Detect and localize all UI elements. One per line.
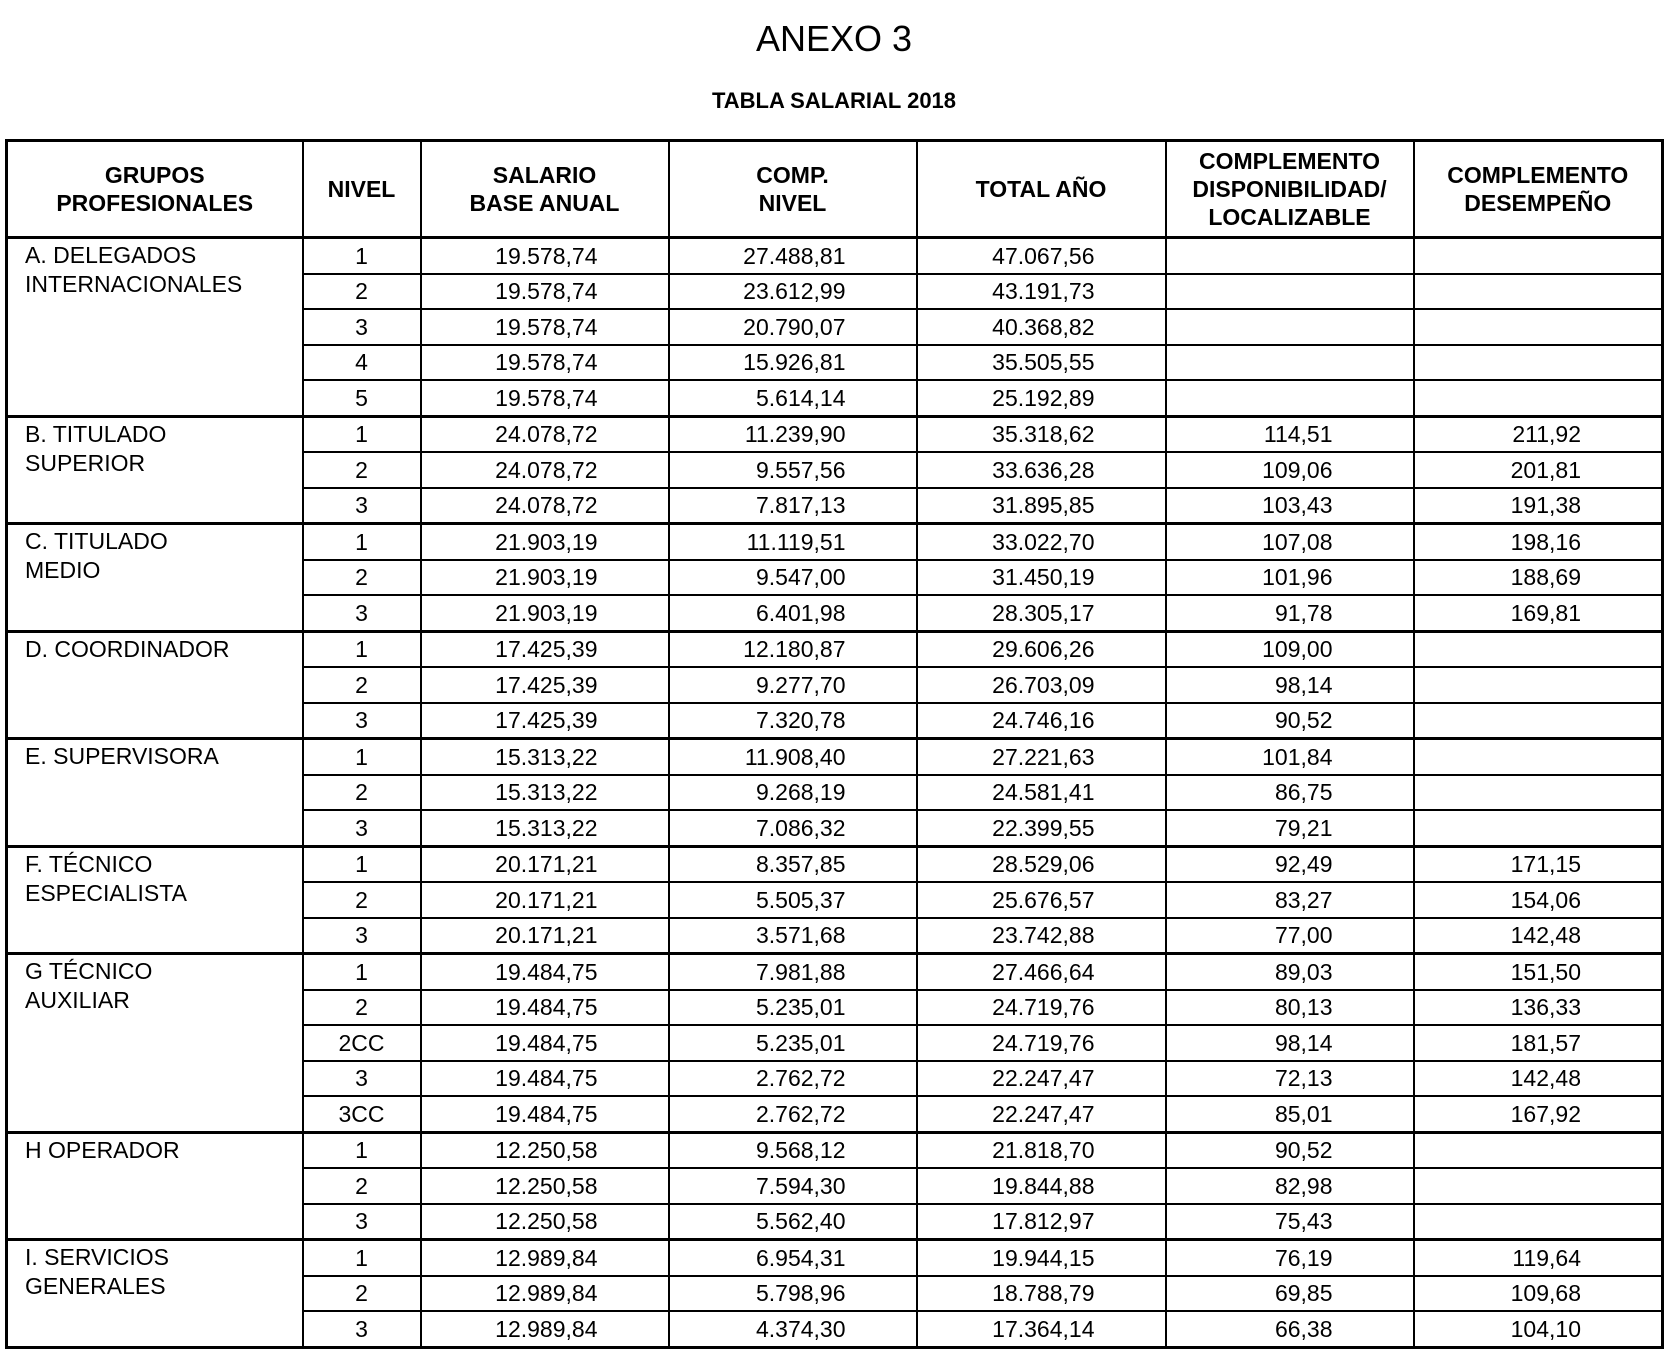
complemento-desempeno-cell: 181,57 xyxy=(1414,1025,1663,1061)
comp-nivel-cell: 7.594,30 xyxy=(669,1168,917,1204)
complemento-disponibilidad-cell: 98,14 xyxy=(1166,667,1414,703)
complemento-desempeno-cell xyxy=(1414,1168,1663,1204)
complemento-desempeno-cell: 151,50 xyxy=(1414,954,1663,990)
nivel-cell: 3CC xyxy=(303,1096,421,1132)
comp-nivel-cell: 23.612,99 xyxy=(669,274,917,310)
header-row xyxy=(7,141,1663,238)
salario-base-cell: 17.425,39 xyxy=(421,703,669,739)
total-ano-cell: 28.529,06 xyxy=(917,846,1166,882)
total-ano-cell: 22.247,47 xyxy=(917,1096,1166,1132)
nivel-cell: 1 xyxy=(303,238,421,274)
salario-base-cell: 19.484,75 xyxy=(421,1025,669,1061)
nivel-cell: 2 xyxy=(303,990,421,1026)
total-ano-cell: 24.719,76 xyxy=(917,990,1166,1026)
salario-base-cell: 19.484,75 xyxy=(421,954,669,990)
nivel-cell: 3 xyxy=(303,1204,421,1240)
nivel-cell: 3 xyxy=(303,309,421,345)
complemento-desempeno-cell: 142,48 xyxy=(1414,918,1663,954)
nivel-cell: 1 xyxy=(303,739,421,775)
salario-base-cell: 12.250,58 xyxy=(421,1132,669,1168)
total-ano-cell: 28.305,17 xyxy=(917,595,1166,631)
complemento-desempeno-cell xyxy=(1414,703,1663,739)
total-ano-cell: 33.022,70 xyxy=(917,524,1166,560)
comp-nivel-cell: 8.357,85 xyxy=(669,846,917,882)
comp-nivel-cell: 4.374,30 xyxy=(669,1311,917,1347)
complemento-disponibilidad-cell: 101,84 xyxy=(1166,739,1414,775)
complemento-disponibilidad-cell xyxy=(1166,274,1414,310)
total-ano-cell: 18.788,79 xyxy=(917,1276,1166,1312)
complemento-disponibilidad-cell: 86,75 xyxy=(1166,775,1414,811)
nivel-cell: 3 xyxy=(303,595,421,631)
salary-table xyxy=(5,139,1664,1349)
complemento-disponibilidad-cell: 85,01 xyxy=(1166,1096,1414,1132)
complemento-desempeno-cell: 154,06 xyxy=(1414,882,1663,918)
total-ano-cell: 17.364,14 xyxy=(917,1311,1166,1347)
nivel-cell: 1 xyxy=(303,524,421,560)
header-total-ano: TOTAL AÑO xyxy=(917,141,1166,238)
salario-base-cell: 17.425,39 xyxy=(421,631,669,667)
document-title: ANEXO 3 xyxy=(755,18,913,59)
nivel-cell: 3 xyxy=(303,703,421,739)
comp-nivel-cell: 27.488,81 xyxy=(669,238,917,274)
table-subtitle: TABLA SALARIAL 2018 xyxy=(711,88,957,113)
nivel-cell: 3 xyxy=(303,1061,421,1097)
nivel-cell: 3 xyxy=(303,1311,421,1347)
salario-base-cell: 24.078,72 xyxy=(421,488,669,524)
complemento-desempeno-cell xyxy=(1414,1204,1663,1240)
total-ano-cell: 31.450,19 xyxy=(917,560,1166,596)
complemento-disponibilidad-cell: 92,49 xyxy=(1166,846,1414,882)
total-ano-cell: 35.318,62 xyxy=(917,416,1166,452)
complemento-disponibilidad-cell xyxy=(1166,238,1414,274)
comp-nivel-cell: 5.505,37 xyxy=(669,882,917,918)
comp-nivel-cell: 5.798,96 xyxy=(669,1276,917,1312)
salario-base-cell: 12.250,58 xyxy=(421,1168,669,1204)
group-name: F. TÉCNICO ESPECIALISTA xyxy=(7,846,303,954)
table-row xyxy=(7,524,1663,560)
group-name: E. SUPERVISORA xyxy=(7,739,303,847)
total-ano-cell: 43.191,73 xyxy=(917,274,1166,310)
total-ano-cell: 26.703,09 xyxy=(917,667,1166,703)
total-ano-cell: 47.067,56 xyxy=(917,238,1166,274)
complemento-disponibilidad-cell: 72,13 xyxy=(1166,1061,1414,1097)
complemento-desempeno-cell: 109,68 xyxy=(1414,1276,1663,1312)
group-name: I. SERVICIOS GENERALES xyxy=(7,1240,303,1348)
nivel-cell: 2 xyxy=(303,882,421,918)
complemento-disponibilidad-cell: 90,52 xyxy=(1166,1132,1414,1168)
complemento-disponibilidad-cell: 109,00 xyxy=(1166,631,1414,667)
nivel-cell: 2 xyxy=(303,775,421,811)
nivel-cell: 4 xyxy=(303,345,421,381)
comp-nivel-cell: 6.954,31 xyxy=(669,1240,917,1276)
complemento-disponibilidad-cell: 91,78 xyxy=(1166,595,1414,631)
total-ano-cell: 40.368,82 xyxy=(917,309,1166,345)
total-ano-cell: 31.895,85 xyxy=(917,488,1166,524)
salario-base-cell: 19.578,74 xyxy=(421,345,669,381)
salario-base-cell: 20.171,21 xyxy=(421,846,669,882)
complemento-desempeno-cell: 211,92 xyxy=(1414,416,1663,452)
total-ano-cell: 23.742,88 xyxy=(917,918,1166,954)
nivel-cell: 2CC xyxy=(303,1025,421,1061)
nivel-cell: 2 xyxy=(303,274,421,310)
complemento-disponibilidad-cell xyxy=(1166,345,1414,381)
table-row xyxy=(7,954,1663,990)
comp-nivel-cell: 7.981,88 xyxy=(669,954,917,990)
salario-base-cell: 19.578,74 xyxy=(421,309,669,345)
comp-nivel-cell: 7.320,78 xyxy=(669,703,917,739)
total-ano-cell: 17.812,97 xyxy=(917,1204,1166,1240)
comp-nivel-cell: 5.562,40 xyxy=(669,1204,917,1240)
comp-nivel-cell: 15.926,81 xyxy=(669,345,917,381)
complemento-disponibilidad-cell: 75,43 xyxy=(1166,1204,1414,1240)
complemento-desempeno-cell xyxy=(1414,667,1663,703)
complemento-disponibilidad-cell: 83,27 xyxy=(1166,882,1414,918)
complemento-disponibilidad-cell: 101,96 xyxy=(1166,560,1414,596)
table-row xyxy=(7,1132,1663,1168)
comp-nivel-cell: 5.235,01 xyxy=(669,990,917,1026)
complemento-desempeno-cell: 136,33 xyxy=(1414,990,1663,1026)
table-row xyxy=(7,739,1663,775)
group-name: G TÉCNICO AUXILIAR xyxy=(7,954,303,1133)
nivel-cell: 1 xyxy=(303,846,421,882)
salario-base-cell: 19.484,75 xyxy=(421,1061,669,1097)
complemento-desempeno-cell xyxy=(1414,631,1663,667)
comp-nivel-cell: 9.568,12 xyxy=(669,1132,917,1168)
nivel-cell: 1 xyxy=(303,1240,421,1276)
total-ano-cell: 24.581,41 xyxy=(917,775,1166,811)
group-name: C. TITULADO MEDIO xyxy=(7,524,303,632)
salario-base-cell: 19.484,75 xyxy=(421,1096,669,1132)
comp-nivel-cell: 20.790,07 xyxy=(669,309,917,345)
salario-base-cell: 12.989,84 xyxy=(421,1311,669,1347)
salario-base-cell: 15.313,22 xyxy=(421,810,669,846)
comp-nivel-cell: 9.557,56 xyxy=(669,452,917,488)
table-row xyxy=(7,631,1663,667)
complemento-disponibilidad-cell: 107,08 xyxy=(1166,524,1414,560)
comp-nivel-cell: 12.180,87 xyxy=(669,631,917,667)
complemento-desempeno-cell xyxy=(1414,380,1663,416)
nivel-cell: 3 xyxy=(303,488,421,524)
nivel-cell: 2 xyxy=(303,560,421,596)
salario-base-cell: 15.313,22 xyxy=(421,775,669,811)
total-ano-cell: 21.818,70 xyxy=(917,1132,1166,1168)
header-salario-base: SALARIO BASE ANUAL xyxy=(421,141,669,238)
nivel-cell: 2 xyxy=(303,1276,421,1312)
salario-base-cell: 12.989,84 xyxy=(421,1276,669,1312)
salario-base-cell: 19.578,74 xyxy=(421,380,669,416)
complemento-desempeno-cell: 142,48 xyxy=(1414,1061,1663,1097)
nivel-cell: 1 xyxy=(303,416,421,452)
group-name: A. DELEGADOS INTERNACIONALES xyxy=(7,238,303,417)
complemento-disponibilidad-cell: 82,98 xyxy=(1166,1168,1414,1204)
complemento-desempeno-cell: 198,16 xyxy=(1414,524,1663,560)
complemento-desempeno-cell xyxy=(1414,810,1663,846)
complemento-disponibilidad-cell: 66,38 xyxy=(1166,1311,1414,1347)
group-name: B. TITULADO SUPERIOR xyxy=(7,416,303,524)
complemento-disponibilidad-cell: 109,06 xyxy=(1166,452,1414,488)
nivel-cell: 1 xyxy=(303,1132,421,1168)
comp-nivel-cell: 2.762,72 xyxy=(669,1096,917,1132)
comp-nivel-cell: 9.268,19 xyxy=(669,775,917,811)
total-ano-cell: 25.676,57 xyxy=(917,882,1166,918)
total-ano-cell: 19.944,15 xyxy=(917,1240,1166,1276)
total-ano-cell: 29.606,26 xyxy=(917,631,1166,667)
complemento-disponibilidad-cell: 98,14 xyxy=(1166,1025,1414,1061)
salario-base-cell: 17.425,39 xyxy=(421,667,669,703)
total-ano-cell: 24.746,16 xyxy=(917,703,1166,739)
table-row xyxy=(7,846,1663,882)
complemento-desempeno-cell: 167,92 xyxy=(1414,1096,1663,1132)
nivel-cell: 3 xyxy=(303,918,421,954)
complemento-disponibilidad-cell: 76,19 xyxy=(1166,1240,1414,1276)
total-ano-cell: 35.505,55 xyxy=(917,345,1166,381)
comp-nivel-cell: 11.908,40 xyxy=(669,739,917,775)
total-ano-cell: 22.247,47 xyxy=(917,1061,1166,1097)
complemento-disponibilidad-cell xyxy=(1166,380,1414,416)
table-row xyxy=(7,238,1663,274)
group-name: H OPERADOR xyxy=(7,1132,303,1240)
complemento-desempeno-cell xyxy=(1414,345,1663,381)
complemento-desempeno-cell xyxy=(1414,1132,1663,1168)
table-row xyxy=(7,416,1663,452)
nivel-cell: 3 xyxy=(303,810,421,846)
salario-base-cell: 12.989,84 xyxy=(421,1240,669,1276)
nivel-cell: 2 xyxy=(303,667,421,703)
complemento-disponibilidad-cell: 80,13 xyxy=(1166,990,1414,1026)
complemento-disponibilidad-cell: 69,85 xyxy=(1166,1276,1414,1312)
complemento-desempeno-cell xyxy=(1414,739,1663,775)
table-body xyxy=(7,238,1663,1348)
complemento-desempeno-cell xyxy=(1414,309,1663,345)
total-ano-cell: 27.221,63 xyxy=(917,739,1166,775)
complemento-desempeno-cell xyxy=(1414,274,1663,310)
complemento-desempeno-cell: 188,69 xyxy=(1414,560,1663,596)
comp-nivel-cell: 9.547,00 xyxy=(669,560,917,596)
complemento-desempeno-cell: 119,64 xyxy=(1414,1240,1663,1276)
comp-nivel-cell: 5.235,01 xyxy=(669,1025,917,1061)
comp-nivel-cell: 11.239,90 xyxy=(669,416,917,452)
total-ano-cell: 22.399,55 xyxy=(917,810,1166,846)
complemento-disponibilidad-cell: 79,21 xyxy=(1166,810,1414,846)
complemento-desempeno-cell xyxy=(1414,238,1663,274)
total-ano-cell: 24.719,76 xyxy=(917,1025,1166,1061)
total-ano-cell: 25.192,89 xyxy=(917,380,1166,416)
complemento-desempeno-cell: 171,15 xyxy=(1414,846,1663,882)
complemento-desempeno-cell: 201,81 xyxy=(1414,452,1663,488)
complemento-disponibilidad-cell: 89,03 xyxy=(1166,954,1414,990)
group-name: D. COORDINADOR xyxy=(7,631,303,739)
comp-nivel-cell: 2.762,72 xyxy=(669,1061,917,1097)
complemento-disponibilidad-cell: 90,52 xyxy=(1166,703,1414,739)
salario-base-cell: 20.171,21 xyxy=(421,918,669,954)
comp-nivel-cell: 5.614,14 xyxy=(669,380,917,416)
salario-base-cell: 19.578,74 xyxy=(421,238,669,274)
complemento-desempeno-cell xyxy=(1414,775,1663,811)
nivel-cell: 5 xyxy=(303,380,421,416)
nivel-cell: 2 xyxy=(303,452,421,488)
complemento-disponibilidad-cell: 77,00 xyxy=(1166,918,1414,954)
salario-base-cell: 21.903,19 xyxy=(421,595,669,631)
comp-nivel-cell: 3.571,68 xyxy=(669,918,917,954)
nivel-cell: 1 xyxy=(303,631,421,667)
salario-base-cell: 21.903,19 xyxy=(421,524,669,560)
complemento-desempeno-cell: 104,10 xyxy=(1414,1311,1663,1347)
total-ano-cell: 27.466,64 xyxy=(917,954,1166,990)
table-row xyxy=(7,1240,1663,1276)
salario-base-cell: 21.903,19 xyxy=(421,560,669,596)
salario-base-cell: 19.484,75 xyxy=(421,990,669,1026)
salario-base-cell: 15.313,22 xyxy=(421,739,669,775)
comp-nivel-cell: 11.119,51 xyxy=(669,524,917,560)
salario-base-cell: 19.578,74 xyxy=(421,274,669,310)
header-complemento-desempeno: COMPLEMENTO DESEMPEÑO xyxy=(1414,141,1663,238)
salario-base-cell: 20.171,21 xyxy=(421,882,669,918)
comp-nivel-cell: 7.817,13 xyxy=(669,488,917,524)
complemento-desempeno-cell: 191,38 xyxy=(1414,488,1663,524)
nivel-cell: 2 xyxy=(303,1168,421,1204)
total-ano-cell: 19.844,88 xyxy=(917,1168,1166,1204)
nivel-cell: 1 xyxy=(303,954,421,990)
total-ano-cell: 33.636,28 xyxy=(917,452,1166,488)
comp-nivel-cell: 6.401,98 xyxy=(669,595,917,631)
complemento-desempeno-cell: 169,81 xyxy=(1414,595,1663,631)
salario-base-cell: 12.250,58 xyxy=(421,1204,669,1240)
comp-nivel-cell: 9.277,70 xyxy=(669,667,917,703)
complemento-disponibilidad-cell xyxy=(1166,309,1414,345)
header-complemento-disponibilidad: COMPLEMENTO DISPONIBILIDAD/ LOCALIZABLE xyxy=(1166,141,1414,238)
header-nivel: NIVEL xyxy=(303,141,421,238)
salario-base-cell: 24.078,72 xyxy=(421,452,669,488)
header-grupos: GRUPOS PROFESIONALES xyxy=(7,141,303,238)
salario-base-cell: 24.078,72 xyxy=(421,416,669,452)
comp-nivel-cell: 7.086,32 xyxy=(669,810,917,846)
complemento-disponibilidad-cell: 114,51 xyxy=(1166,416,1414,452)
complemento-disponibilidad-cell: 103,43 xyxy=(1166,488,1414,524)
header-comp-nivel: COMP. NIVEL xyxy=(669,141,917,238)
